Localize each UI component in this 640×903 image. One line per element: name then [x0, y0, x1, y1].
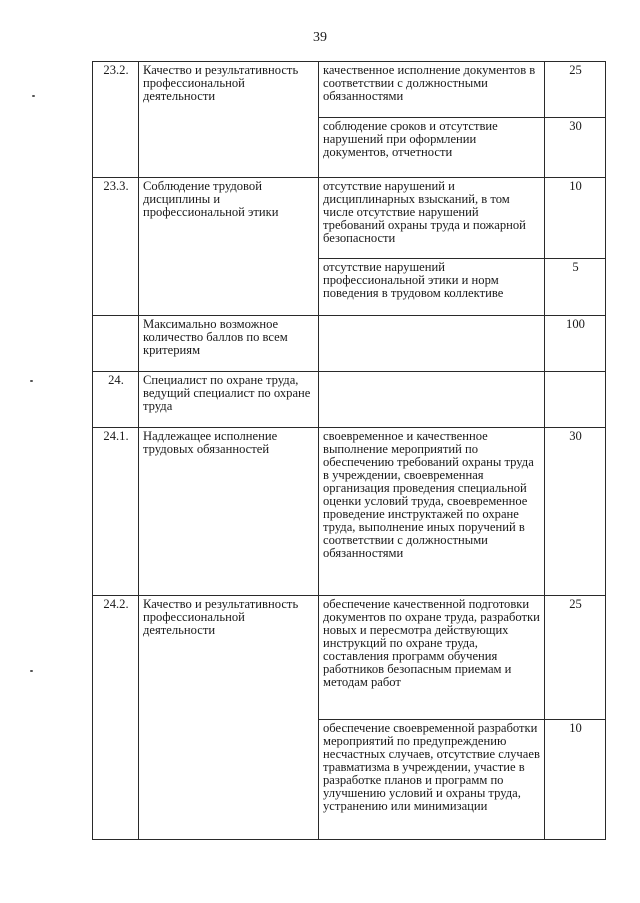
criterion-cell: Специалист по охране труда, ведущий специалист по охране труда: [139, 372, 319, 428]
indicator-cell: отсутствие нарушений и дисциплинарных взысканий, в том числе отсутствие нарушений требований охраны труда и пожарной безопасности: [319, 178, 545, 259]
table-row: [93, 428, 606, 596]
indicator-cell: соблюдение сроков и отсутствие нарушений при оформлении документов, отчетности: [319, 118, 545, 178]
indicator-cell: обеспечение качественной подготовки документов по охране труда, разработки новых и пересмотра действующих инструкций по охране труда, составления программ обучения работников безопасным приемам и методам работ: [319, 596, 545, 720]
indicator-cell: [319, 316, 545, 372]
item-number: 23.3.: [93, 178, 139, 316]
criteria-table: [92, 61, 606, 840]
scan-speck: [30, 670, 33, 672]
item-number: 24.1.: [93, 428, 139, 596]
criterion-cell: Качество и результативность профессиональной деятельности: [139, 596, 319, 840]
page-number: 39: [313, 30, 327, 45]
item-number: 24.: [93, 372, 139, 428]
criterion-cell: Максимально возможное количество баллов по всем критериям: [139, 316, 319, 372]
indicator-cell: качественное исполнение документов в соответствии с должностными обязанностями: [319, 62, 545, 118]
table-row: [93, 596, 606, 720]
indicator-cell: обеспечение своевременной разработки мероприятий по предупреждению несчастных случаев, отсутствие случаев травматизма в учреждении, участие в разработке планов и программ по улучшению условий и охраны труда, устранению или минимизации: [319, 720, 545, 840]
scan-speck: [30, 380, 33, 382]
table-row-section: [93, 372, 606, 428]
score-cell: 10: [545, 178, 606, 259]
criterion-cell: Качество и результативность профессиональной деятельности: [139, 62, 319, 178]
item-number: 24.2.: [93, 596, 139, 840]
item-number: 23.2.: [93, 62, 139, 178]
indicator-cell: [319, 372, 545, 428]
score-cell: 100: [545, 316, 606, 372]
score-cell: 25: [545, 596, 606, 720]
score-cell: 5: [545, 259, 606, 316]
table-row-total: [93, 316, 606, 372]
score-cell: 30: [545, 428, 606, 596]
indicator-cell: отсутствие нарушений профессиональной этики и норм поведения в трудовом коллективе: [319, 259, 545, 316]
score-cell: 25: [545, 62, 606, 118]
score-cell: 30: [545, 118, 606, 178]
criterion-cell: Надлежащее исполнение трудовых обязанностей: [139, 428, 319, 596]
scan-speck: [32, 95, 35, 97]
score-cell: [545, 372, 606, 428]
criterion-cell: Соблюдение трудовой дисциплины и профессиональной этики: [139, 178, 319, 316]
indicator-cell: своевременное и качественное выполнение мероприятий по обеспечению требований охраны труда в учреждении, своевременная организация проведения специальной оценки условий труда, своевременное проведение инструктажей по охране труда, выполнение иных поручений в соответствии с должностными обязанностями: [319, 428, 545, 596]
item-number: [93, 316, 139, 372]
table-row: [93, 178, 606, 259]
table-row: [93, 62, 606, 118]
score-cell: 10: [545, 720, 606, 840]
